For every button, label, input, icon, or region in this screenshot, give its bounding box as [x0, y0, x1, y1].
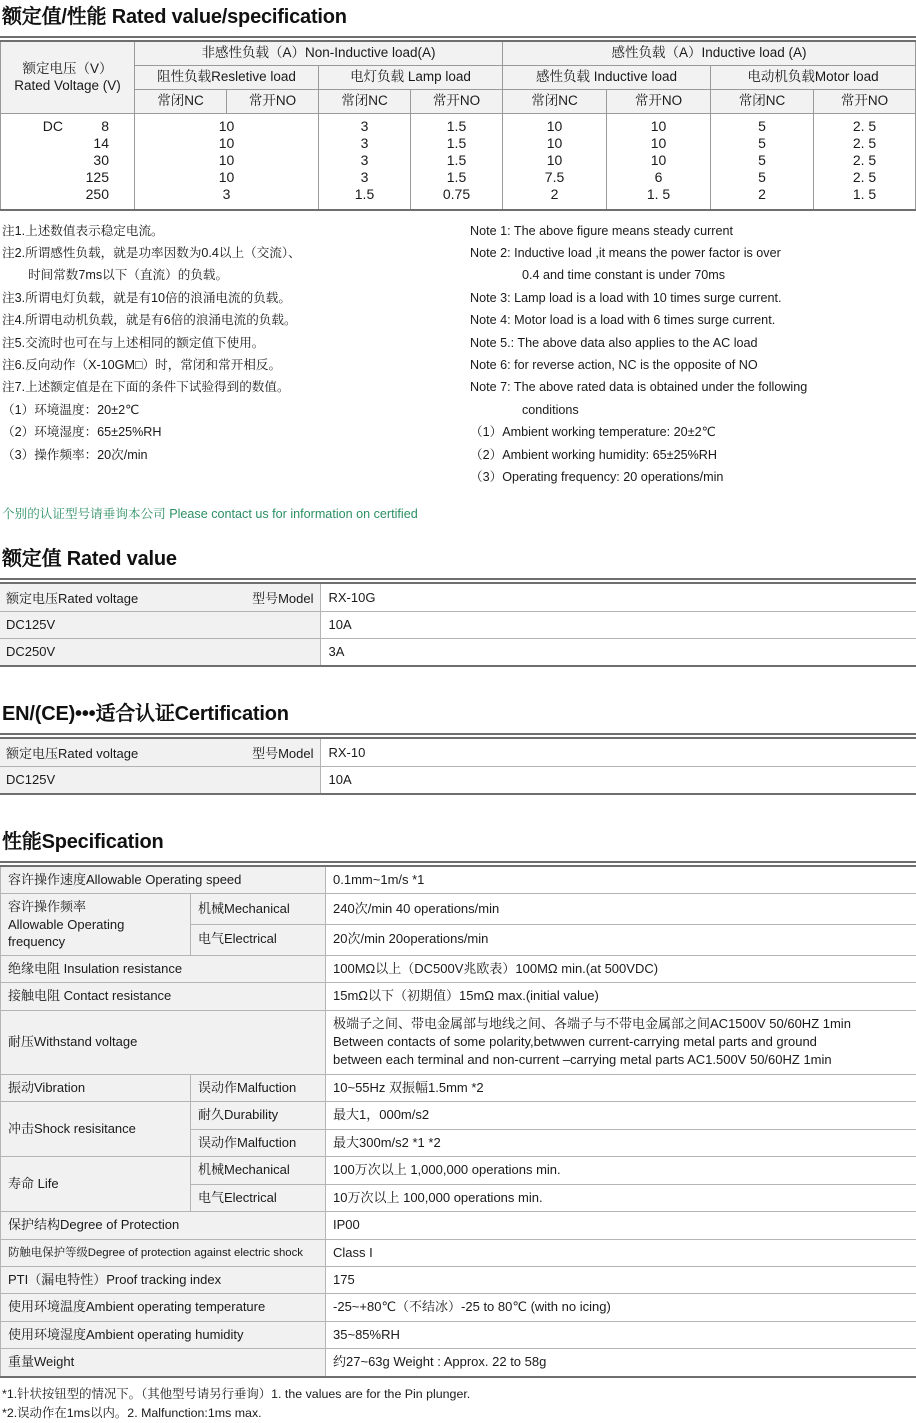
value-resistive: 10	[137, 152, 316, 169]
spec-row	[1, 1349, 916, 1377]
note-line-cn: 注2.所谓感性负载，就是功率因数为0.4以上（交流）、	[2, 242, 470, 264]
group-header-non-inductive: 非感性负载（A）Non-Inductive load(A)	[135, 41, 503, 65]
spec-label: 接触电阻 Contact resistance	[1, 983, 326, 1010]
spec-value: 15mΩ以下（初期值）15mΩ max.(initial value)	[326, 983, 916, 1010]
spec-label	[1, 893, 191, 955]
heading-rule-rated-value	[0, 578, 916, 580]
value-lamp-no: 1.5	[413, 152, 500, 169]
rated-value-current: 10A	[320, 611, 916, 638]
spec-sublabel: 机械Mechanical	[191, 1157, 326, 1184]
note-line-en: （2）Ambient working humidity: 65±25%RH	[470, 444, 916, 466]
note-line-cn: 注3.所谓电灯负载，就是有10倍的浪涌电流的负载。	[2, 287, 470, 309]
spec-label: 容许操作速度Allowable Operating speed	[1, 866, 326, 894]
ratings-group-header-row	[1, 41, 916, 65]
spec-sublabel: 机械Mechanical	[191, 893, 326, 924]
model-label: 型号Model	[252, 588, 313, 607]
voltage-row	[1, 169, 132, 186]
note-line-en: Note 3: Lamp load is a load with 10 times surge current.	[470, 287, 916, 309]
spec-row	[1, 1267, 916, 1294]
rated-voltage-header-en: Rated Voltage (V)	[14, 78, 121, 93]
spec-value-line: between each terminal and non-current –carrying metal parts AC1.500V 50/60HZ 1min	[333, 1051, 909, 1069]
value-lamp-no: 1.5	[413, 169, 500, 186]
spec-value: 约27~63g Weight : Approx. 22 to 58g	[326, 1349, 916, 1377]
spec-label: 使用环境温度Ambient operating temperature	[1, 1294, 326, 1321]
spec-row	[1, 1239, 916, 1266]
section-heading-rated-value: 额定值 Rated value	[0, 542, 916, 575]
contact-header-inductive-nc: 常闭NC	[503, 89, 607, 113]
values-lamp-no	[411, 113, 503, 210]
value-inductive-no: 6	[609, 169, 708, 186]
certification-header-row	[0, 738, 916, 767]
spec-sublabel: 电气Electrical	[191, 1184, 326, 1211]
voltage-type: DC	[1, 118, 63, 135]
rated-value-row	[0, 611, 916, 638]
contact-header-motor-nc: 常闭NC	[711, 89, 814, 113]
certification-model: RX-10	[320, 738, 916, 767]
rated-voltage-label: 额定电压Rated voltage	[6, 588, 138, 607]
heading-rule	[0, 36, 916, 38]
value-lamp-no: 0.75	[413, 186, 500, 203]
voltage-value: 250	[63, 186, 109, 203]
value-motor-nc: 5	[713, 135, 811, 152]
voltage-value: 8	[63, 118, 109, 135]
note-line-en: Note 2: Inductive load ,it means the power factor is over	[470, 242, 916, 264]
note-line-cn: （2）环境湿度：65±25%RH	[2, 421, 470, 443]
spec-label: 防触电保护等级Degree of protection against electric shock	[1, 1239, 326, 1266]
value-inductive-nc: 7.5	[505, 169, 604, 186]
heading-rule-certification	[0, 733, 916, 735]
note-line-cn: 注7.上述额定值是在下面的条件下试验得到的数值。	[2, 376, 470, 398]
rated-voltage-label: 额定电压Rated voltage	[6, 743, 138, 762]
value-lamp-no: 1.5	[413, 135, 500, 152]
note-line-cn: （1）环境温度：20±2℃	[2, 399, 470, 421]
values-resistive	[135, 113, 319, 210]
voltage-value: 125	[63, 169, 109, 186]
certification-current: 10A	[320, 766, 916, 794]
value-lamp-nc: 3	[321, 152, 408, 169]
note-line-cn: 注6.反向动作（X-10GM□）时，常闭和常开相反。	[2, 354, 470, 376]
rated-value-header-label	[0, 583, 320, 612]
note-line-cn: 时间常数7ms以下（直流）的负载。	[2, 264, 470, 286]
values-lamp-nc	[319, 113, 411, 210]
value-lamp-nc: 3	[321, 135, 408, 152]
value-lamp-nc: 3	[321, 118, 408, 135]
spec-value: 20次/min 20operations/min	[326, 924, 916, 955]
rated-value-header-row	[0, 583, 916, 612]
note-line-en: 0.4 and time constant is under 70ms	[470, 264, 916, 286]
spec-row	[1, 1321, 916, 1348]
note-line-cn: 注1.上述数值表示稳定电流。	[2, 220, 470, 242]
value-lamp-nc: 3	[321, 169, 408, 186]
spec-label-line-en: Allowable Operating frequency	[8, 916, 183, 951]
spec-label: 寿命 Life	[1, 1157, 191, 1212]
rated-voltage-header	[1, 41, 135, 113]
sub-header-resistive-load: 阻性负载Resletive load	[135, 65, 319, 89]
value-inductive-no: 10	[609, 152, 708, 169]
value-motor-nc: 5	[713, 169, 811, 186]
rated-voltage-header-cn: 额定电压（V）	[22, 61, 112, 76]
footnote-line: *1.针状按钮型的情况下。（其他型号请另行垂询）1. the values are for the Pin plunger.	[2, 1385, 916, 1404]
rated-value-voltage: DC125V	[0, 611, 320, 638]
spec-label: 冲击Shock resisitance	[1, 1102, 191, 1157]
spec-label-line-cn: 容许操作频率	[8, 898, 183, 916]
contact-header-lamp-no: 常开NO	[411, 89, 503, 113]
contact-header-motor-no: 常开NO	[814, 89, 916, 113]
spec-sublabel: 误动作Malfuction	[191, 1074, 326, 1101]
value-inductive-no: 1. 5	[609, 186, 708, 203]
voltage-row	[1, 186, 132, 203]
value-motor-no: 2. 5	[816, 169, 913, 186]
rated-value-row	[0, 638, 916, 666]
spec-label: 重量Weight	[1, 1349, 326, 1377]
value-inductive-no: 10	[609, 135, 708, 152]
spec-row	[1, 1010, 916, 1074]
value-motor-nc: 5	[713, 118, 811, 135]
ratings-data-row-block	[1, 113, 916, 210]
voltage-value: 14	[63, 135, 109, 152]
value-motor-nc: 5	[713, 152, 811, 169]
value-motor-no: 2. 5	[816, 118, 913, 135]
sub-header-inductive-load: 感性负载 Inductive load	[503, 65, 711, 89]
spec-value: 最大300m/s2 *1 *2	[326, 1129, 916, 1156]
value-resistive: 10	[137, 118, 316, 135]
ratings-sub-header-row	[1, 65, 916, 89]
model-label: 型号Model	[252, 743, 313, 762]
footnote-line: *2.误动作在1ms以内。2. Malfunction:1ms max.	[2, 1404, 916, 1423]
voltage-row	[1, 152, 132, 169]
contact-header-resistive-no: 常开NO	[227, 89, 319, 113]
spec-label: 保护结构Degree of Protection	[1, 1212, 326, 1239]
value-motor-no: 2. 5	[816, 135, 913, 152]
ratings-table	[0, 40, 916, 211]
spec-row	[1, 955, 916, 982]
value-inductive-nc: 10	[505, 135, 604, 152]
value-inductive-nc: 10	[505, 118, 604, 135]
value-motor-nc: 2	[713, 186, 811, 203]
value-lamp-nc: 1.5	[321, 186, 408, 203]
spec-label: 振动Vibration	[1, 1074, 191, 1101]
specification-footnotes	[0, 1385, 916, 1423]
voltage-values	[1, 118, 132, 203]
spec-value: 175	[326, 1267, 916, 1294]
value-inductive-nc: 2	[505, 186, 604, 203]
spec-row	[1, 1294, 916, 1321]
values-motor-no	[814, 113, 916, 210]
spec-row	[1, 983, 916, 1010]
rated-value-model: RX-10G	[320, 583, 916, 612]
note-line-en: Note 6: for reverse action, NC is the opposite of NO	[470, 354, 916, 376]
sub-header-lamp-load: 电灯负载 Lamp load	[319, 65, 503, 89]
section-heading-rated-value-specification: 额定值/性能 Rated value/specification	[0, 0, 916, 33]
spec-label: 耐压Withstand voltage	[1, 1010, 326, 1074]
value-resistive: 3	[137, 186, 316, 203]
spec-value: 35~85%RH	[326, 1321, 916, 1348]
note-line-cn: 注5.交流时也可在与上述相同的额定值下使用。	[2, 332, 470, 354]
value-inductive-nc: 10	[505, 152, 604, 169]
note-line-en: Note 7: The above rated data is obtained under the following	[470, 376, 916, 398]
spec-value-line: Between contacts of some polarity,betwwen current-carrying metal parts and ground	[333, 1033, 909, 1051]
note-line-cn: 注4.所谓电动机负载，就是有6倍的浪涌电流的负载。	[2, 309, 470, 331]
values-motor-nc	[711, 113, 814, 210]
certification-contact-note: 个别的认证型号请垂询本公司 Please contact us for information on certified	[0, 503, 916, 522]
spec-value	[326, 1010, 916, 1074]
note-line-en: Note 5.: The above data also applies to the AC load	[470, 332, 916, 354]
spec-label: 绝缘电阻 Insulation resistance	[1, 955, 326, 982]
values-inductive-no	[607, 113, 711, 210]
spec-label: 使用环境湿度Ambient operating humidity	[1, 1321, 326, 1348]
certification-table	[0, 737, 916, 795]
section-heading-certification: EN/(CE)•••适合认证Certification	[0, 697, 916, 730]
contact-header-lamp-nc: 常闭NC	[319, 89, 411, 113]
spec-row	[1, 1102, 916, 1129]
certification-header-label	[0, 738, 320, 767]
certification-row	[0, 766, 916, 794]
voltage-column	[1, 113, 135, 210]
spec-value: Class I	[326, 1239, 916, 1266]
value-motor-no: 2. 5	[816, 152, 913, 169]
rated-value-voltage: DC250V	[0, 638, 320, 666]
spec-row	[1, 1074, 916, 1101]
notes-english	[470, 220, 916, 489]
spec-row	[1, 893, 916, 924]
ratings-contact-header-row	[1, 89, 916, 113]
spec-value: 最大1，000m/s2	[326, 1102, 916, 1129]
contact-header-inductive-no: 常开NO	[607, 89, 711, 113]
value-inductive-no: 10	[609, 118, 708, 135]
sub-header-motor-load: 电动机负载Motor load	[711, 65, 916, 89]
note-line-cn: （3）操作频率：20次/min	[2, 444, 470, 466]
spec-sublabel: 电气Electrical	[191, 924, 326, 955]
spec-value: 0.1mm~1m/s *1	[326, 866, 916, 894]
value-motor-no: 1. 5	[816, 186, 913, 203]
spec-label: PTI（漏电特性）Proof tracking index	[1, 1267, 326, 1294]
note-line-en: Note 4: Motor load is a load with 6 times surge current.	[470, 309, 916, 331]
voltage-value: 30	[63, 152, 109, 169]
spec-sublabel: 误动作Malfuction	[191, 1129, 326, 1156]
heading-rule-specification	[0, 861, 916, 863]
spec-value: 100MΩ以上（DC500V兆欧表）100MΩ min.(at 500VDC)	[326, 955, 916, 982]
spec-value: -25~+80℃（不结冰）-25 to 80℃ (with no icing)	[326, 1294, 916, 1321]
note-line-en: Note 1: The above figure means steady current	[470, 220, 916, 242]
note-line-en: conditions	[470, 399, 916, 421]
notes-section	[0, 220, 916, 489]
voltage-row	[1, 135, 132, 152]
spec-row	[1, 1212, 916, 1239]
spec-value: 10万次以上 100,000 operations min.	[326, 1184, 916, 1211]
notes-chinese	[0, 220, 470, 489]
spec-row	[1, 866, 916, 894]
section-heading-specification: 性能Specification	[0, 825, 916, 858]
values-inductive-nc	[503, 113, 607, 210]
contact-header-resistive-nc: 常闭NC	[135, 89, 227, 113]
spec-value: IP00	[326, 1212, 916, 1239]
rated-value-current: 3A	[320, 638, 916, 666]
spec-row	[1, 1157, 916, 1184]
note-line-en: （3）Operating frequency: 20 operations/min	[470, 466, 916, 488]
specification-table	[0, 865, 916, 1378]
value-lamp-no: 1.5	[413, 118, 500, 135]
value-resistive: 10	[137, 135, 316, 152]
certification-voltage: DC125V	[0, 766, 320, 794]
voltage-row	[1, 118, 132, 135]
spec-value: 10~55Hz 双振幅1.5mm *2	[326, 1074, 916, 1101]
value-resistive: 10	[137, 169, 316, 186]
note-line-en: （1）Ambient working temperature: 20±2℃	[470, 421, 916, 443]
spec-sublabel: 耐久Durability	[191, 1102, 326, 1129]
rated-value-table	[0, 582, 916, 667]
spec-value-line: 极端子之间、带电金属部与地线之间、各端子与不带电金属部之间AC1500V 50/60HZ 1min	[333, 1015, 909, 1033]
spec-value: 100万次以上 1,000,000 operations min.	[326, 1157, 916, 1184]
group-header-inductive: 感性负载（A）Inductive load (A)	[503, 41, 916, 65]
spec-value: 240次/min 40 operations/min	[326, 893, 916, 924]
